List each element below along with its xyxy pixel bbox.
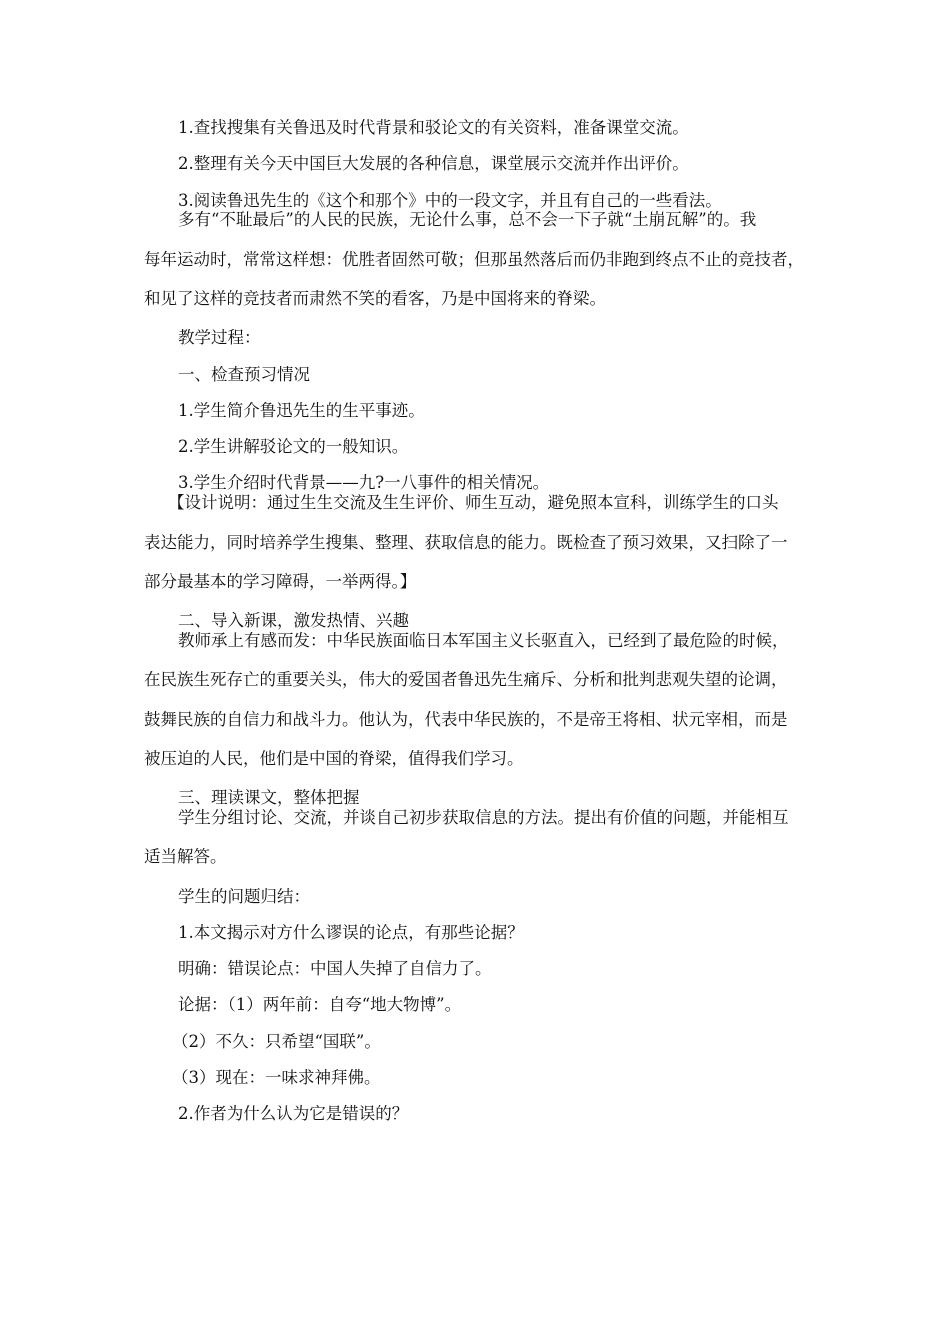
prep-item-1: 1.查找搜集有关鲁迅及时代背景和驳论文的有关资料，准备课堂交流。 [178, 118, 689, 137]
section3-title: 三、理读课文，整体把握 [178, 788, 360, 808]
quote-paragraph [144, 210, 816, 308]
design-note-line: 表达能力，同时培养学生搜集、整理、获取信息的能力。既检查了预习效果，又扫除了一 [144, 532, 788, 552]
section2-line: 被压迫的人民，他们是中国的脊梁，值得我们学习。 [144, 748, 524, 768]
section2-line: 鼓舞民族的自信力和战斗力。他认为，代表中华民族的，不是帝王将相、状元宰相，而是 [144, 709, 788, 729]
section1-title: 一、检查预习情况 [178, 364, 310, 384]
section2-title: 二、导入新课，激发热情、兴趣 [178, 611, 409, 631]
summary-title: 学生的问题归结： [178, 886, 310, 906]
evidence-1: 论据：（1）两年前：自夸“地大物博”。 [178, 995, 462, 1015]
quote-line: 多有“不耻最后”的人民的民族，无论什么事，总不会一下子就“土崩瓦解”的。我 [178, 210, 757, 230]
section2-line: 教师承上有感而发：中华民族面临日本军国主义长驱直入，已经到了最危险的时候， [178, 630, 789, 650]
quote-line: 和见了这样的竞技者而肃然不笑的看客，乃是中国将来的脊梁。 [144, 288, 606, 308]
section2-paragraph [144, 631, 816, 769]
quote-line: 每年运动时，常常这样想：优胜者固然可敬；但那虽然落后而仍非跑到终点不止的竞技者， [144, 249, 804, 269]
design-note-line: 【设计说明：通过生生交流及生生评价、师生互动，避免照本宣科，训练学生的口头 [168, 493, 779, 513]
evidence-3: （3）现在：一味求神拜佛。 [172, 1068, 381, 1088]
design-note-line: 部分最基本的学习障碍，一举两得。】 [144, 571, 417, 591]
question-1: 1.本文揭示对方什么谬误的论点，有那些论据？ [178, 922, 524, 942]
section1-item-3: 3.学生介绍时代背景——九?一八事件的相关情况。 [178, 473, 550, 493]
section3-line: 学生分组讨论、交流，并谈自己初步获取信息的方法。提出有价值的问题，并能相互 [178, 807, 789, 827]
question-1-answer: 明确：错误论点：中国人失掉了自信力了。 [178, 959, 492, 979]
prep-item-3: 3.阅读鲁迅先生的《这个和那个》中的一段文字，并且有自己的一些看法。 [178, 190, 722, 210]
document-body [144, 118, 816, 1124]
section1-item-2: 2.学生讲解驳论文的一般知识。 [178, 437, 409, 457]
design-note [144, 493, 816, 591]
section3-paragraph [144, 808, 816, 867]
section3-line: 适当解答。 [144, 847, 227, 867]
section1-item-1: 1.学生简介鲁迅先生的生平事迹。 [178, 400, 425, 420]
process-title: 教学过程： [178, 328, 261, 348]
evidence-2: （2）不久：只希望“国联”。 [172, 1031, 381, 1051]
prep-item-2: 2.整理有关今天中国巨大发展的各种信息，课堂展示交流并作出评价。 [178, 154, 689, 174]
question-2: 2.作者为什么认为它是错误的？ [178, 1104, 409, 1124]
section2-line: 在民族生死存亡的重要关头，伟大的爱国者鲁迅先生痛斥、分析和批判悲观失望的论调， [144, 670, 788, 690]
